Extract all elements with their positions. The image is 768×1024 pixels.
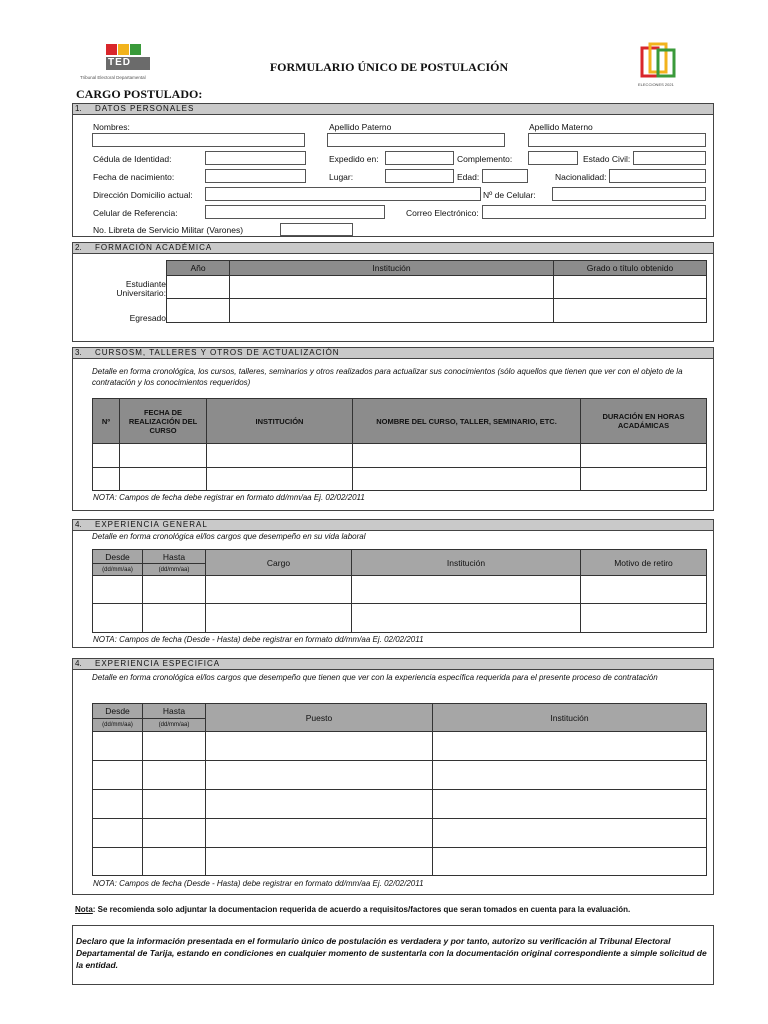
table-cell[interactable]: [167, 299, 230, 323]
table-cell[interactable]: [93, 848, 143, 876]
table-cell[interactable]: [581, 604, 707, 633]
expedido-label: Expedido en:: [329, 154, 379, 164]
col-institucion: Institución: [230, 261, 554, 276]
apellido-paterno-label: Apellido Paterno: [329, 122, 392, 132]
estudiante-label: Estudiante Universitario:: [116, 279, 166, 298]
apellido-paterno-input[interactable]: [327, 133, 505, 147]
desde-format: (dd/mm/aa): [93, 719, 143, 732]
direccion-input[interactable]: [205, 187, 481, 201]
table-cell[interactable]: [93, 444, 120, 468]
table-cell[interactable]: [433, 790, 707, 819]
elections-logo-caption: ELECCIONES 2021: [638, 82, 674, 87]
table-cell[interactable]: [120, 444, 207, 468]
table-row: [93, 444, 707, 468]
table-row: [93, 848, 707, 876]
hasta-format: (dd/mm/aa): [143, 564, 206, 576]
nombres-input[interactable]: [92, 133, 305, 147]
col-desde: Desde: [93, 550, 143, 564]
col-nombre-curso: NOMBRE DEL CURSO, TALLER, SEMINARIO, ETC.: [353, 399, 581, 444]
table-row: [93, 732, 707, 761]
table-cell[interactable]: [230, 299, 554, 323]
experiencia-especifica-nota: NOTA: Campos de fecha (Desde - Hasta) debe registrar en formato dd/mm/aa Ej. 02/02/2011: [93, 879, 424, 888]
declaration-box: Declaro que la información presentada en el formulario único de postulación es verdadera y por tanto, autorizo su verificación al Tribunal Electoral Departamental de Tarija, estando en condiciones en cualquier momento de sustentarla con la documentación original correspondiente a simple solicitud de la entidad.: [72, 925, 714, 985]
table-cell[interactable]: [93, 468, 120, 491]
section-header: 1. DATOS PERSONALES: [73, 104, 713, 115]
table-cell[interactable]: [143, 761, 206, 790]
table-cell[interactable]: [581, 468, 707, 491]
experiencia-especifica-intro: Detalle en forma cronológica el/los cargos que desempeño que tienen que ver con la experiencia específica requerida para el presente proceso de contratación: [92, 673, 658, 682]
experiencia-general-intro: Detalle en forma cronológica el/los cargos que desempeño en su vida laboral: [92, 532, 366, 541]
celular-referencia-input[interactable]: [205, 205, 385, 219]
table-cell[interactable]: [353, 468, 581, 491]
col-fecha-curso: FECHA DE REALIZACIÓN DEL CURSO: [120, 399, 207, 444]
direccion-label: Dirección Domicilio actual:: [93, 190, 193, 200]
nacionalidad-label: Nacionalidad:: [555, 172, 607, 182]
edad-label: Edad:: [457, 172, 480, 182]
celular-input[interactable]: [552, 187, 706, 201]
footer-note: [75, 905, 630, 914]
table-row: [167, 276, 707, 299]
cursos-nota: NOTA: Campos de fecha debe registrar en formato dd/mm/aa Ej. 02/02/2011: [93, 493, 365, 502]
nacionalidad-input[interactable]: [609, 169, 706, 183]
col-grado: Grado o título obtenido: [554, 261, 707, 276]
table-cell[interactable]: [143, 732, 206, 761]
cursos-table: [92, 398, 707, 491]
cargo-postulado-label: CARGO POSTULADO:: [76, 87, 203, 101]
col-anio: Año: [167, 261, 230, 276]
complemento-input[interactable]: [528, 151, 578, 165]
table-cell[interactable]: [433, 819, 707, 848]
table-cell[interactable]: [93, 790, 143, 819]
col-hasta: Hasta: [143, 704, 206, 719]
table-cell[interactable]: [554, 299, 707, 323]
section-header: 4. EXPERIENCIA GENERAL: [73, 520, 713, 531]
experiencia-general-nota: NOTA: Campos de fecha (Desde - Hasta) debe registrar en formato dd/mm/aa Ej. 02/02/2011: [93, 635, 424, 644]
col-desde: Desde: [93, 704, 143, 719]
cursos-intro: Detalle en forma cronológica, los cursos, talleres, seminarios y otros realizados para actualizar sus conocimientos (sólo aquellos que tienen que ver con el objeto de la contratación y los conocimientos requeridos): [92, 367, 683, 387]
expedido-input[interactable]: [385, 151, 454, 165]
footer-note-text: : Se recomienda solo adjuntar la documentacion requerida de acuerdo a requisitos/factores que seran tomados en cuenta para la evaluación.: [92, 905, 631, 914]
desde-format: (dd/mm/aa): [93, 564, 143, 576]
col-duracion: DURACIÓN EN HORAS ACADÁMICAS: [581, 399, 707, 444]
experiencia-general-table: [92, 549, 707, 633]
table-row: [167, 299, 707, 323]
cedula-input[interactable]: [205, 151, 306, 165]
table-cell[interactable]: [143, 819, 206, 848]
libreta-militar-label: No. Libreta de Servicio Militar (Varones): [93, 225, 244, 235]
table-row: [93, 576, 707, 604]
col-institucion: Institución: [352, 550, 581, 576]
table-cell[interactable]: [207, 468, 353, 491]
table-cell[interactable]: [433, 761, 707, 790]
ted-logo-subtitle: Tribunal Electoral Departamental: [80, 75, 146, 80]
table-cell[interactable]: [206, 576, 352, 604]
section-header: 4. EXPERIENCIA ESPECIFICA: [73, 659, 713, 670]
table-cell[interactable]: [143, 604, 206, 633]
table-row: [93, 819, 707, 848]
table-cell[interactable]: [93, 761, 143, 790]
apellido-materno-label: Apellido Materno: [529, 122, 593, 132]
table-cell[interactable]: [352, 576, 581, 604]
libreta-militar-input[interactable]: [280, 223, 353, 236]
table-row: [93, 468, 707, 491]
table-cell[interactable]: [143, 848, 206, 876]
table-cell[interactable]: [433, 732, 707, 761]
hasta-format: (dd/mm/aa): [143, 719, 206, 732]
col-institucion: Institución: [433, 704, 707, 732]
elections-logo-icon: [634, 42, 690, 82]
apellido-materno-input[interactable]: [528, 133, 706, 147]
table-cell[interactable]: [93, 732, 143, 761]
egresado-label: Egresado: [129, 313, 166, 323]
celular-referencia-label: Celular de Referencia:: [93, 208, 178, 218]
table-cell[interactable]: [93, 576, 143, 604]
table-cell[interactable]: [206, 848, 433, 876]
col-institucion: INSTITUCIÓN: [207, 399, 353, 444]
table-cell[interactable]: [206, 819, 433, 848]
table-cell[interactable]: [206, 761, 433, 790]
correo-label: Correo Electrónico:: [406, 208, 479, 218]
edad-input[interactable]: [482, 169, 528, 183]
table-cell[interactable]: [206, 604, 352, 633]
table-cell[interactable]: [554, 276, 707, 299]
table-cell[interactable]: [206, 732, 433, 761]
table-row: [93, 604, 707, 633]
table-cell[interactable]: [93, 819, 143, 848]
footer-note-label: Nota: [75, 905, 93, 914]
lugar-label: Lugar:: [329, 172, 354, 182]
experiencia-especifica-table: [92, 703, 707, 876]
form-title: FORMULARIO ÚNICO DE POSTULACIÓN: [269, 60, 509, 74]
col-cargo: Cargo: [206, 550, 352, 576]
table-cell[interactable]: [143, 790, 206, 819]
table-cell[interactable]: [581, 444, 707, 468]
table-row: [93, 790, 707, 819]
elections-logo: [634, 42, 690, 92]
section-header: 3. CURSOSM, TALLERES Y OTROS DE ACTUALIZACIÓN: [73, 348, 713, 359]
estado-civil-input[interactable]: [633, 151, 706, 165]
nombres-label: Nombres:: [93, 122, 130, 132]
col-motivo: Motivo de retiro: [581, 550, 707, 576]
col-puesto: Puesto: [206, 704, 433, 732]
correo-input[interactable]: [482, 205, 706, 219]
complemento-label: Complemento:: [457, 154, 513, 164]
table-cell[interactable]: [230, 276, 554, 299]
table-cell[interactable]: [93, 604, 143, 633]
celular-label: Nº de Celular:: [483, 190, 536, 200]
table-cell[interactable]: [353, 444, 581, 468]
table-row: [93, 761, 707, 790]
table-cell[interactable]: [352, 604, 581, 633]
table-cell[interactable]: [433, 848, 707, 876]
table-cell[interactable]: [206, 790, 433, 819]
col-hasta: Hasta: [143, 550, 206, 564]
fecha-nacimiento-input[interactable]: [205, 169, 306, 183]
table-cell[interactable]: [207, 444, 353, 468]
estado-civil-label: Estado Civil:: [583, 154, 631, 164]
table-cell[interactable]: [143, 576, 206, 604]
ted-logo-text: TED: [108, 57, 131, 68]
table-cell[interactable]: [581, 576, 707, 604]
section-header: 2. FORMACIÓN ACADÉMICA: [73, 243, 713, 254]
cedula-label: Cédula de Identidad:: [93, 154, 172, 164]
table-cell[interactable]: [167, 276, 230, 299]
fecha-nacimiento-label: Fecha de nacimiento:: [93, 172, 175, 182]
col-n: Nº: [93, 399, 120, 444]
table-cell[interactable]: [120, 468, 207, 491]
formacion-table: [166, 260, 707, 323]
lugar-input[interactable]: [385, 169, 454, 183]
